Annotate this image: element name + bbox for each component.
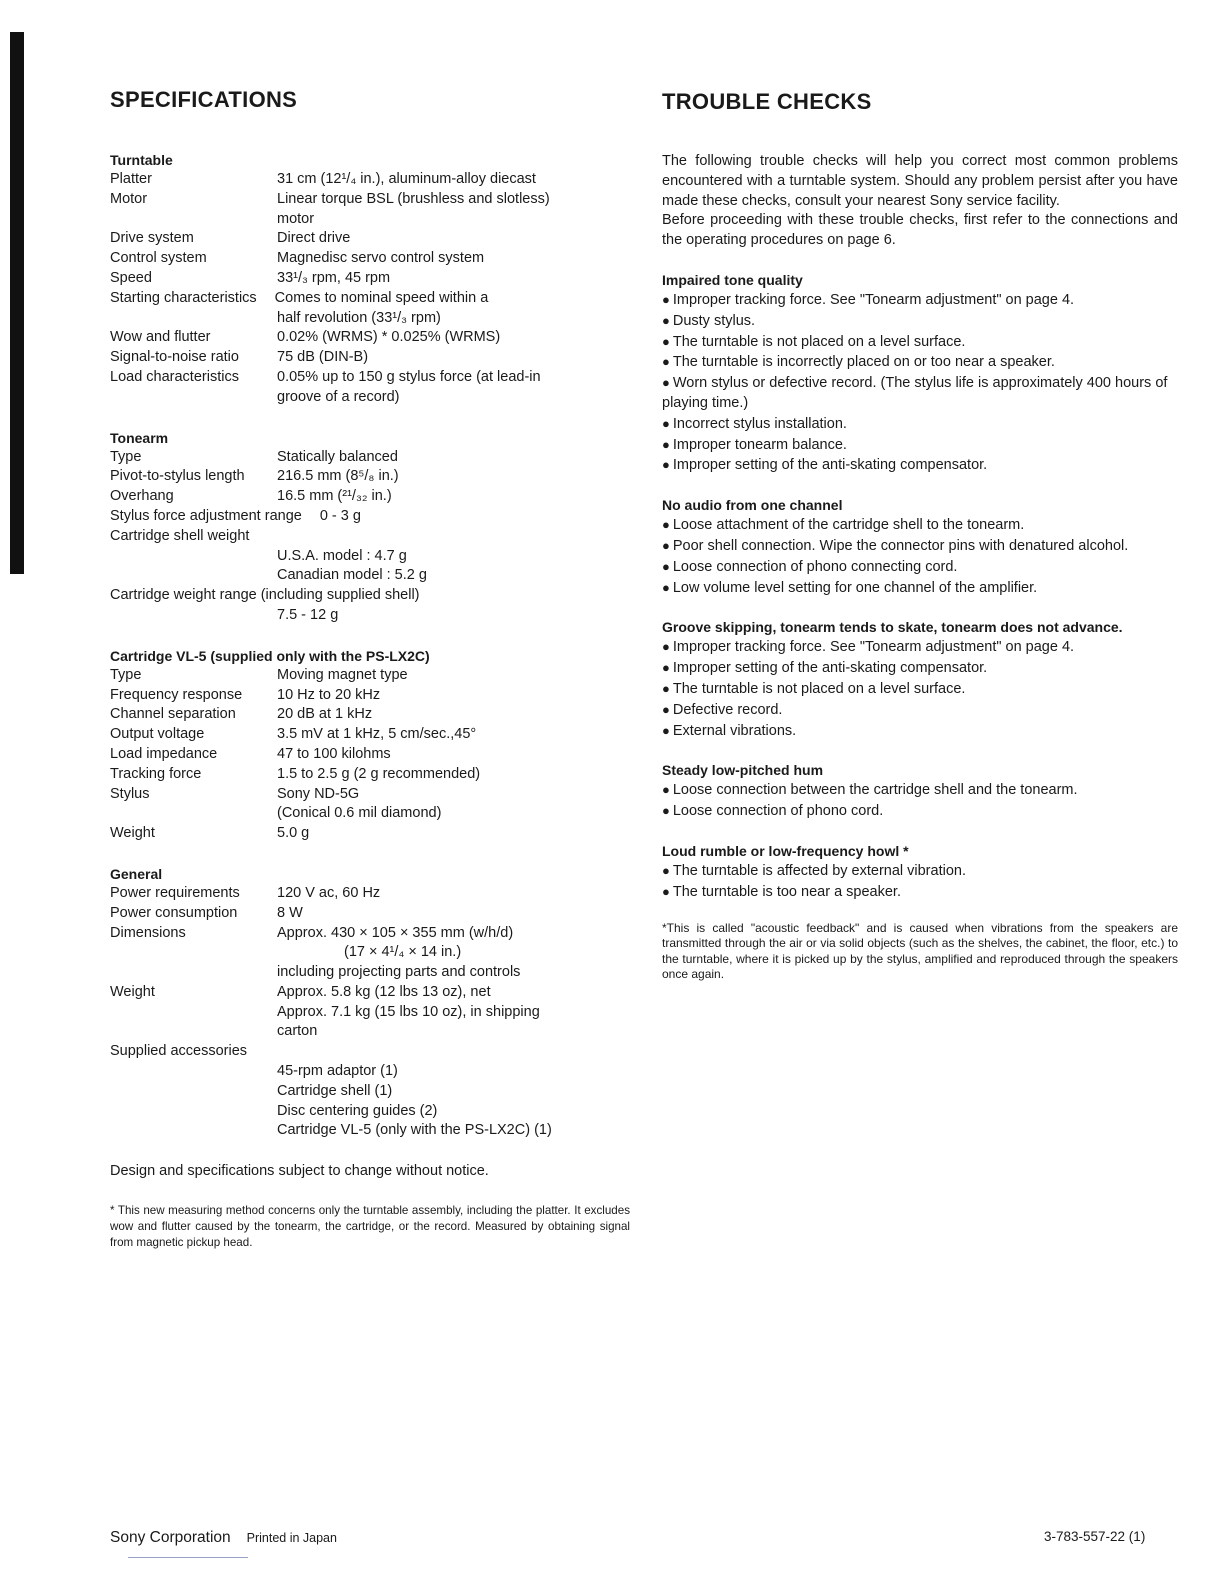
list-item bbox=[662, 578, 1178, 599]
list-item-text: Defective record. bbox=[672, 701, 783, 718]
list-item bbox=[662, 700, 1178, 721]
spec-value-weight-range: 7.5 - 12 g bbox=[277, 606, 339, 623]
bullet-icon: ● bbox=[662, 782, 670, 798]
bullet-icon: ● bbox=[662, 457, 670, 473]
bullet-icon: ● bbox=[662, 312, 670, 328]
bullet-icon: ● bbox=[662, 415, 670, 431]
list-item bbox=[662, 637, 1178, 658]
list-item-text: Incorrect stylus installation. bbox=[672, 415, 847, 432]
list-item bbox=[662, 311, 1178, 332]
spec-row-motor bbox=[110, 190, 630, 210]
tonearm-section bbox=[110, 428, 630, 626]
list-item-text: The turntable is not placed on a level surface. bbox=[672, 333, 966, 350]
list-item-text: Low volume level setting for one channel of the amplifier. bbox=[672, 579, 1038, 596]
spec-row-load bbox=[110, 368, 630, 388]
spec-row-output bbox=[110, 725, 630, 745]
trouble-section-no-audio bbox=[662, 495, 1178, 598]
spec-value-usa: U.S.A. model : 4.7 g bbox=[277, 547, 407, 564]
spec-row-overhang bbox=[110, 487, 630, 507]
list-item bbox=[662, 861, 1178, 882]
spec-value: 0.02% (WRMS) * 0.025% (WRMS) bbox=[277, 329, 501, 346]
spec-row-impedance bbox=[110, 745, 630, 765]
bullet-icon: ● bbox=[662, 660, 670, 676]
bullet-icon: ● bbox=[662, 883, 670, 899]
spec-value: 33¹/₃ rpm, 45 rpm bbox=[277, 269, 391, 286]
spec-value: 75 dB (DIN-B) bbox=[277, 349, 369, 366]
list-item-text: Worn stylus or defective record. (The stylus life is approximately 400 hours of playing time.) bbox=[662, 375, 1168, 411]
list-item bbox=[662, 679, 1178, 700]
list-item-text: The turntable is too near a speaker. bbox=[672, 883, 901, 900]
spec-value: 47 to 100 kilohms bbox=[277, 745, 391, 762]
bullet-icon: ● bbox=[662, 375, 670, 391]
bullet-icon: ● bbox=[662, 537, 670, 553]
spec-label: Type bbox=[110, 666, 142, 683]
bullet-icon: ● bbox=[662, 722, 670, 738]
spec-value: 8 W bbox=[277, 904, 303, 921]
spec-label: Stylus force adjustment range bbox=[110, 507, 302, 524]
spec-row-pivot bbox=[110, 467, 630, 487]
spec-label: Motor bbox=[110, 190, 148, 207]
spec-value-continued: motor bbox=[277, 210, 315, 227]
list-item bbox=[662, 435, 1178, 456]
spec-value: 0 - 3 g bbox=[319, 507, 361, 524]
spec-label: Pivot-to-stylus length bbox=[110, 468, 245, 485]
list-item-text: The turntable is not placed on a level surface. bbox=[672, 680, 966, 697]
list-item bbox=[662, 801, 1178, 822]
specifications-column bbox=[110, 86, 630, 1251]
accessory-item: 45-rpm adaptor (1) bbox=[277, 1063, 398, 1080]
spec-label: Load characteristics bbox=[110, 368, 239, 385]
bullet-icon: ● bbox=[662, 558, 670, 574]
spec-value: Moving magnet type bbox=[277, 666, 408, 683]
list-item-text: Loose connection of phono connecting cord. bbox=[672, 558, 958, 575]
list-item bbox=[662, 332, 1178, 353]
spec-value-continued: Approx. 7.1 kg (15 lbs 10 oz), in shipping bbox=[277, 1003, 540, 1020]
trouble-section-groove-skipping bbox=[662, 617, 1178, 741]
list-item-text: Poor shell connection. Wipe the connector pins with denatured alcohol. bbox=[672, 537, 1129, 554]
spec-value: 0.05% up to 150 g stylus force (at lead-in bbox=[277, 368, 541, 385]
list-item bbox=[662, 721, 1178, 742]
spec-label: Output voltage bbox=[110, 726, 205, 743]
spec-value: 31 cm (12¹/₄ in.), aluminum-alloy diecast bbox=[277, 171, 536, 187]
spec-label: Channel separation bbox=[110, 706, 236, 723]
bullet-icon: ● bbox=[662, 639, 670, 655]
spec-label: Wow and flutter bbox=[110, 329, 211, 346]
spec-value: Approx. 430 × 105 × 355 mm (w/h/d) bbox=[277, 924, 514, 941]
spec-label: Drive system bbox=[110, 230, 194, 247]
spec-label: Tracking force bbox=[110, 765, 202, 782]
list-item-text: Improper setting of the anti-skating compensator. bbox=[672, 660, 988, 677]
spec-row-cart-weight bbox=[110, 824, 630, 844]
bullet-icon: ● bbox=[662, 803, 670, 819]
bullet-icon: ● bbox=[662, 291, 670, 307]
trouble-heading: Groove skipping, tonearm tends to skate, tonearm does not advance. bbox=[662, 619, 1123, 636]
turntable-section bbox=[110, 150, 630, 408]
list-item-text: Improper tracking force. See "Tonearm adjustment" on page 4. bbox=[672, 639, 1075, 656]
spec-value-continued: (17 × 4¹/₄ × 14 in.) bbox=[344, 944, 462, 961]
general-section bbox=[110, 864, 630, 1141]
trouble-heading: Steady low-pitched hum bbox=[662, 762, 824, 779]
bullet-icon: ● bbox=[662, 333, 670, 349]
trouble-section-hum bbox=[662, 760, 1178, 822]
spec-value-continued: including projecting parts and controls bbox=[277, 964, 521, 981]
spec-row-freq bbox=[110, 686, 630, 706]
spec-value: Linear torque BSL (brushless and slotless) bbox=[277, 190, 550, 207]
spec-row-snr bbox=[110, 348, 630, 368]
spec-label-shell-weight: Cartridge shell weight bbox=[110, 527, 250, 544]
spec-row-cart-type bbox=[110, 666, 630, 686]
spec-label: Dimensions bbox=[110, 924, 186, 941]
spec-row-stylus-force bbox=[110, 507, 630, 527]
trouble-section-impaired-tone bbox=[662, 270, 1178, 476]
spec-row-control bbox=[110, 249, 630, 269]
list-item-text: External vibrations. bbox=[672, 722, 797, 739]
cartridge-section bbox=[110, 646, 630, 844]
spec-value: Approx. 5.8 kg (12 lbs 13 oz), net bbox=[277, 983, 491, 1000]
spec-row-dimensions bbox=[110, 924, 630, 944]
spec-value-continued: groove of a record) bbox=[277, 388, 400, 405]
spec-label: Overhang bbox=[110, 488, 174, 505]
trouble-checks-column bbox=[662, 86, 1178, 983]
spec-value-canada: Canadian model : 5.2 g bbox=[277, 567, 427, 584]
bullet-icon: ● bbox=[662, 354, 670, 370]
spec-value: 216.5 mm (8⁵/₈ in.) bbox=[277, 468, 399, 485]
scan-edge-bar bbox=[10, 32, 24, 574]
list-item bbox=[662, 557, 1178, 578]
list-item-text: Improper tonearm balance. bbox=[672, 436, 847, 453]
list-item bbox=[662, 290, 1178, 311]
trouble-section-rumble bbox=[662, 841, 1178, 903]
spec-row-drive bbox=[110, 229, 630, 249]
trouble-heading: No audio from one channel bbox=[662, 497, 843, 514]
accessory-item: Disc centering guides (2) bbox=[277, 1102, 438, 1119]
trouble-footnote: *This is called "acoustic feedback" and is caused when vibrations from the speakers are transmitted through the air or via solid objects (such as the shelves, the cabinet, the floor, etc.) to the turntable, where it is picked up by the stylus, amplified and reproduced through the speakers once again. bbox=[662, 920, 1178, 982]
spec-value: 16.5 mm (²¹/₃₂ in.) bbox=[277, 488, 392, 505]
intro-paragraph-2: Before proceeding with these trouble checks, first refer to the connections and the operating procedures on page 6. bbox=[662, 212, 1178, 249]
spec-label: Weight bbox=[110, 825, 155, 842]
list-item-text: Loose attachment of the cartridge shell to the tonearm. bbox=[672, 517, 1025, 534]
bullet-icon: ● bbox=[662, 517, 670, 533]
spec-row-wow bbox=[110, 328, 630, 348]
spec-label: Starting characteristics bbox=[110, 289, 257, 306]
general-heading: General bbox=[110, 865, 163, 882]
spec-label: Load impedance bbox=[110, 745, 218, 762]
list-item bbox=[662, 780, 1178, 801]
document-code: 3-783-557-22 (1) bbox=[1044, 1529, 1146, 1544]
spec-label: Control system bbox=[110, 250, 207, 267]
spec-row-starting bbox=[110, 289, 630, 309]
spec-label: Signal-to-noise ratio bbox=[110, 349, 239, 366]
list-item bbox=[662, 414, 1178, 435]
spec-label: Platter bbox=[110, 171, 152, 187]
turntable-heading: Turntable bbox=[110, 152, 173, 168]
accessory-item: Cartridge VL-5 (only with the PS-LX2C) (1) bbox=[277, 1122, 552, 1139]
bullet-icon: ● bbox=[662, 436, 670, 452]
printed-in: Printed in Japan bbox=[246, 1531, 337, 1545]
spec-row-power-cons bbox=[110, 904, 630, 924]
spec-label-accessories: Supplied accessories bbox=[110, 1043, 248, 1060]
spec-footnote: * This new measuring method concerns only the turntable assembly, including the platter. It excludes wow and flutter caused by the tonearm, the cartridge, or the record. Measured by obtaining signal from magnetic pickup head. bbox=[110, 1204, 630, 1250]
spec-row-tonearm-type bbox=[110, 448, 630, 468]
spec-value-continued: carton bbox=[277, 1023, 318, 1040]
spec-value: 1.5 to 2.5 g (2 g recommended) bbox=[277, 765, 481, 782]
spec-row-stylus bbox=[110, 785, 630, 805]
specifications-title: SPECIFICATIONS bbox=[110, 87, 298, 112]
spec-value: Magnedisc servo control system bbox=[277, 250, 485, 267]
list-item-text: The turntable is incorrectly placed on or too near a speaker. bbox=[672, 354, 1055, 371]
change-notice: Design and specifications subject to change without notice. bbox=[110, 1163, 489, 1180]
spec-value: Comes to nominal speed within a bbox=[274, 289, 489, 306]
tonearm-heading: Tonearm bbox=[110, 429, 169, 446]
spec-label: Power requirements bbox=[110, 884, 240, 901]
bullet-icon: ● bbox=[662, 680, 670, 696]
trouble-heading: Impaired tone quality bbox=[662, 271, 803, 288]
spec-label: Speed bbox=[110, 269, 152, 286]
list-item bbox=[662, 515, 1178, 536]
intro-paragraph: The following trouble checks will help you correct most common problems encountered with a turntable system. Should any problem persist after you have made these checks, consult your nearest Sony service facility. bbox=[662, 153, 1178, 209]
list-item-text: Loose connection between the cartridge shell and the tonearm. bbox=[672, 782, 1078, 799]
spec-value: 10 Hz to 20 kHz bbox=[277, 686, 381, 703]
list-item-text: Improper tracking force. See "Tonearm adjustment" on page 4. bbox=[672, 291, 1075, 308]
list-item-text: Dusty stylus. bbox=[672, 312, 756, 329]
spec-row-speed bbox=[110, 269, 630, 289]
spec-row-platter bbox=[110, 170, 630, 190]
list-item bbox=[662, 352, 1178, 373]
spec-label: Power consumption bbox=[110, 904, 238, 921]
spec-value: 5.0 g bbox=[277, 825, 310, 842]
spec-value: 120 V ac, 60 Hz bbox=[277, 884, 381, 901]
spec-value: 3.5 mV at 1 kHz, 5 cm/sec.,45° bbox=[277, 726, 477, 743]
accessory-item: Cartridge shell (1) bbox=[277, 1082, 393, 1099]
trouble-checks-body bbox=[662, 152, 1178, 983]
list-item bbox=[662, 455, 1178, 476]
spec-row-gen-weight bbox=[110, 983, 630, 1003]
bullet-icon: ● bbox=[662, 701, 670, 717]
spec-label: Weight bbox=[110, 983, 155, 1000]
spec-value: Sony ND-5G bbox=[277, 785, 360, 802]
trouble-heading: Loud rumble or low-frequency howl * bbox=[662, 842, 909, 859]
list-item-text: Loose connection of phono cord. bbox=[672, 803, 884, 820]
list-item-text: Improper setting of the anti-skating compensator. bbox=[672, 457, 988, 474]
spec-value-continued: (Conical 0.6 mil diamond) bbox=[277, 805, 442, 822]
spec-label: Frequency response bbox=[110, 686, 243, 703]
list-item bbox=[662, 658, 1178, 679]
spec-value: Statically balanced bbox=[277, 448, 398, 465]
spec-value: Direct drive bbox=[277, 230, 351, 247]
spec-value-continued: half revolution (33¹/₃ rpm) bbox=[277, 309, 441, 326]
list-item bbox=[662, 882, 1178, 903]
spec-value: 20 dB at 1 kHz bbox=[277, 706, 373, 723]
cartridge-heading: Cartridge VL-5 (supplied only with the PS-LX2C) bbox=[110, 647, 430, 664]
list-item-text: The turntable is affected by external vibration. bbox=[672, 862, 966, 879]
spec-label-weight-range: Cartridge weight range (including supplied shell) bbox=[110, 587, 420, 604]
bullet-icon: ● bbox=[662, 579, 670, 595]
bullet-icon: ● bbox=[662, 862, 670, 878]
list-item bbox=[662, 536, 1178, 557]
specifications-body bbox=[110, 150, 630, 1251]
spec-row-tracking bbox=[110, 765, 630, 785]
trouble-checks-title: TROUBLE CHECKS bbox=[662, 89, 872, 114]
list-item bbox=[662, 373, 1178, 414]
spec-row-power-req bbox=[110, 884, 630, 904]
spec-label: Stylus bbox=[110, 785, 150, 802]
company-name: Sony Corporation bbox=[110, 1529, 231, 1546]
footer-left bbox=[110, 1529, 337, 1547]
footer-underline bbox=[128, 1557, 248, 1558]
spec-row-separation bbox=[110, 705, 630, 725]
spec-label: Type bbox=[110, 448, 142, 465]
